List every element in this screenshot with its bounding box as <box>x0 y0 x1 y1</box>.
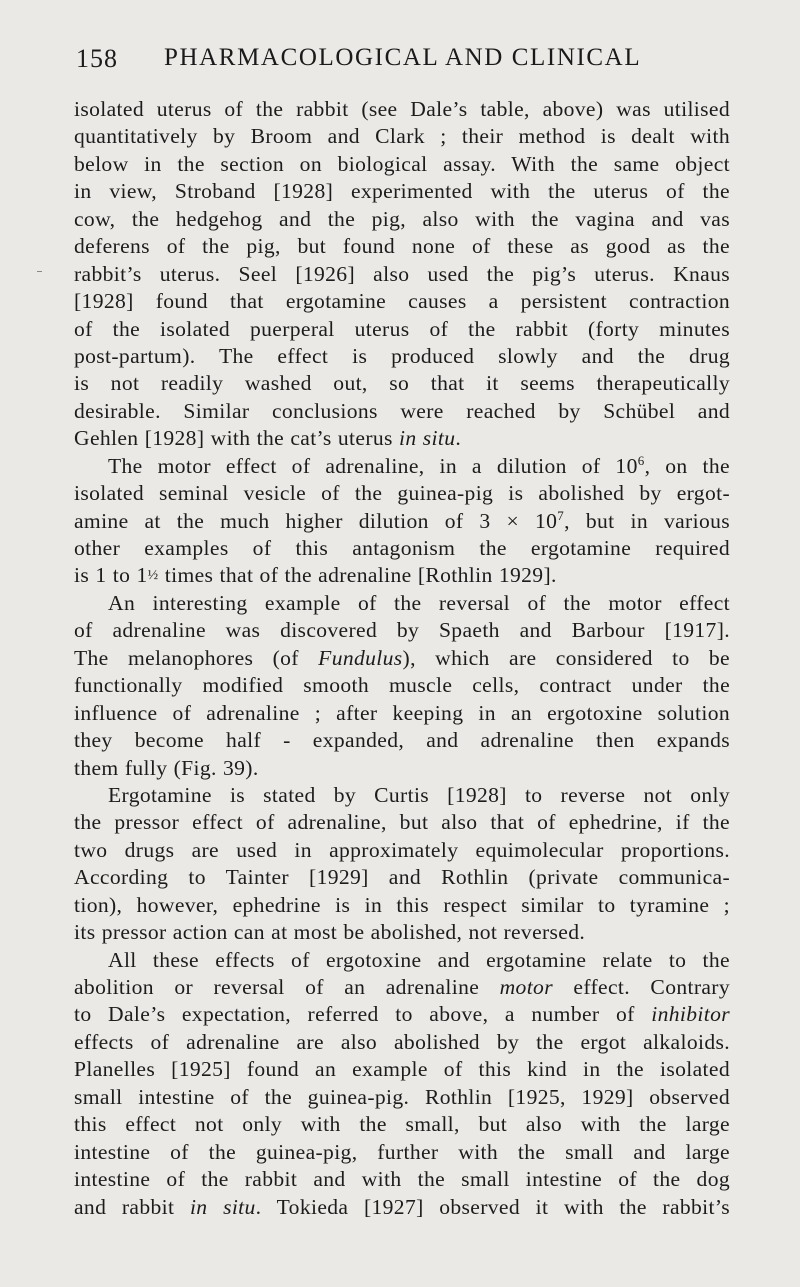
text-line: its pressor action can at most be abolished, not reversed. <box>74 920 586 945</box>
margin-mark <box>37 271 42 272</box>
superscript: 6 <box>637 452 645 468</box>
text-line <box>74 562 730 589</box>
running-head: PHARMACOLOGICAL AND CLINICAL <box>164 44 642 71</box>
line-text: , but in various <box>564 508 730 533</box>
text-line: of adrenaline was discovered by Spaeth and Barbour [1917]. <box>74 618 730 643</box>
italic-text: in situ <box>399 426 456 451</box>
text-line: functionally modified smooth muscle cells, contract under the <box>74 673 730 698</box>
text-line: All these effects of ergotoxine and ergotamine relate to the <box>108 947 730 972</box>
line-text: to Dale’s expectation, referred to above, a number of <box>74 1002 652 1027</box>
text-line: isolated seminal vesicle of the guinea-pig is abolished by ergot- <box>74 481 730 506</box>
body-text <box>74 96 730 1221</box>
line-text: , on the <box>644 453 730 478</box>
text-line: them fully (Fig. 39). <box>74 755 259 780</box>
italic-text: inhibitor <box>651 1002 730 1027</box>
text-line: post-partum). The effect is produced slowly and the drug <box>74 343 730 368</box>
text-line <box>74 1194 730 1221</box>
text-line: they become half - expanded, and adrenaline then expands <box>74 728 730 753</box>
text-line: the pressor effect of adrenaline, but also that of ephedrine, if the <box>74 810 730 835</box>
text-line: below in the section on biological assay. With the same object <box>74 151 730 176</box>
text-line <box>74 1001 730 1028</box>
line-text: is 1 to 1 <box>74 563 148 588</box>
text-line <box>74 425 730 452</box>
italic-text: in situ <box>189 1194 256 1219</box>
superscript: 7 <box>557 507 565 523</box>
text-line <box>74 453 730 480</box>
italic-text: motor <box>499 975 553 999</box>
text-line: An interesting example of the reversal of the motor effect <box>108 590 730 615</box>
line-text: and rabbit <box>74 1194 190 1219</box>
line-text: . <box>455 426 462 451</box>
italic-text: Fundulus <box>318 645 403 670</box>
text-line: According to Tainter [1929] and Rothlin (private communica- <box>74 865 730 890</box>
text-line: Planelles [1925] found an example of this kind in the isolated <box>74 1057 730 1082</box>
text-line: [1928] found that ergotamine causes a persistent contraction <box>74 289 730 314</box>
text-line: is not readily washed out, so that it seems therapeutically <box>74 371 730 396</box>
text-line: influence of adrenaline ; after keeping in an ergotoxine solution <box>74 700 730 725</box>
text-line: tion), however, ephedrine is in this respect similar to tyramine ; <box>74 892 730 917</box>
line-text: The motor effect of adrenaline, in a dilution of 10 <box>108 453 638 478</box>
text-line: other examples of this antagonism the ergotamine required <box>74 536 730 560</box>
page-number: 158 <box>76 44 118 73</box>
text-line: rabbit’s uterus. Seel [1926] also used the pig’s uterus. Knaus <box>74 261 730 286</box>
text-line <box>74 645 730 672</box>
text-line: Ergotamine is stated by Curtis [1928] to reverse not only <box>108 782 730 807</box>
page-header <box>76 44 736 84</box>
line-text: . Tokieda [1927] observed it with the rabbit’s <box>255 1194 730 1219</box>
text-line: two drugs are used in approximately equimolecular proportions. <box>74 837 730 862</box>
line-text: times that of the adrenaline [Rothlin 1929]. <box>158 563 557 588</box>
text-line <box>74 508 730 535</box>
text-line: deferens of the pig, but found none of these as good as the <box>74 234 730 259</box>
line-text: Gehlen [1928] with the cat’s uterus <box>74 426 400 451</box>
text-line: desirable. Similar conclusions were reached by Schübel and <box>74 398 730 423</box>
text-line: small intestine of the guinea-pig. Rothlin [1925, 1929] observed <box>74 1084 730 1109</box>
text-line: intestine of the guinea-pig, further with the small and large <box>74 1139 730 1164</box>
text-line: quantitatively by Broom and Clark ; their method is dealt with <box>74 124 730 149</box>
text-line: effects of adrenaline are also abolished by the ergot alkaloids. <box>74 1029 730 1054</box>
text-line: this effect not only with the small, but also with the large <box>74 1112 730 1137</box>
text-line: abolition or reversal of an adrenaline motor effect. Contrary <box>74 975 730 999</box>
line-text: The melanophores (of <box>74 645 319 670</box>
line-text: amine at the much higher dilution of 3 × 10 <box>74 508 558 533</box>
text-line: isolated uterus of the rabbit (see Dale’s table, above) was utilised <box>74 97 730 121</box>
text-line: cow, the hedgehog and the pig, also with the vagina and vas <box>74 206 730 231</box>
text-line: in view, Stroband [1928] experimented with the uterus of the <box>74 179 730 204</box>
text-line: of the isolated puerperal uterus of the rabbit (forty minutes <box>74 316 730 341</box>
text-line: intestine of the rabbit and with the small intestine of the dog <box>74 1167 730 1192</box>
fraction: ½ <box>147 568 159 584</box>
line-text: ), which are considered to be <box>402 645 730 670</box>
